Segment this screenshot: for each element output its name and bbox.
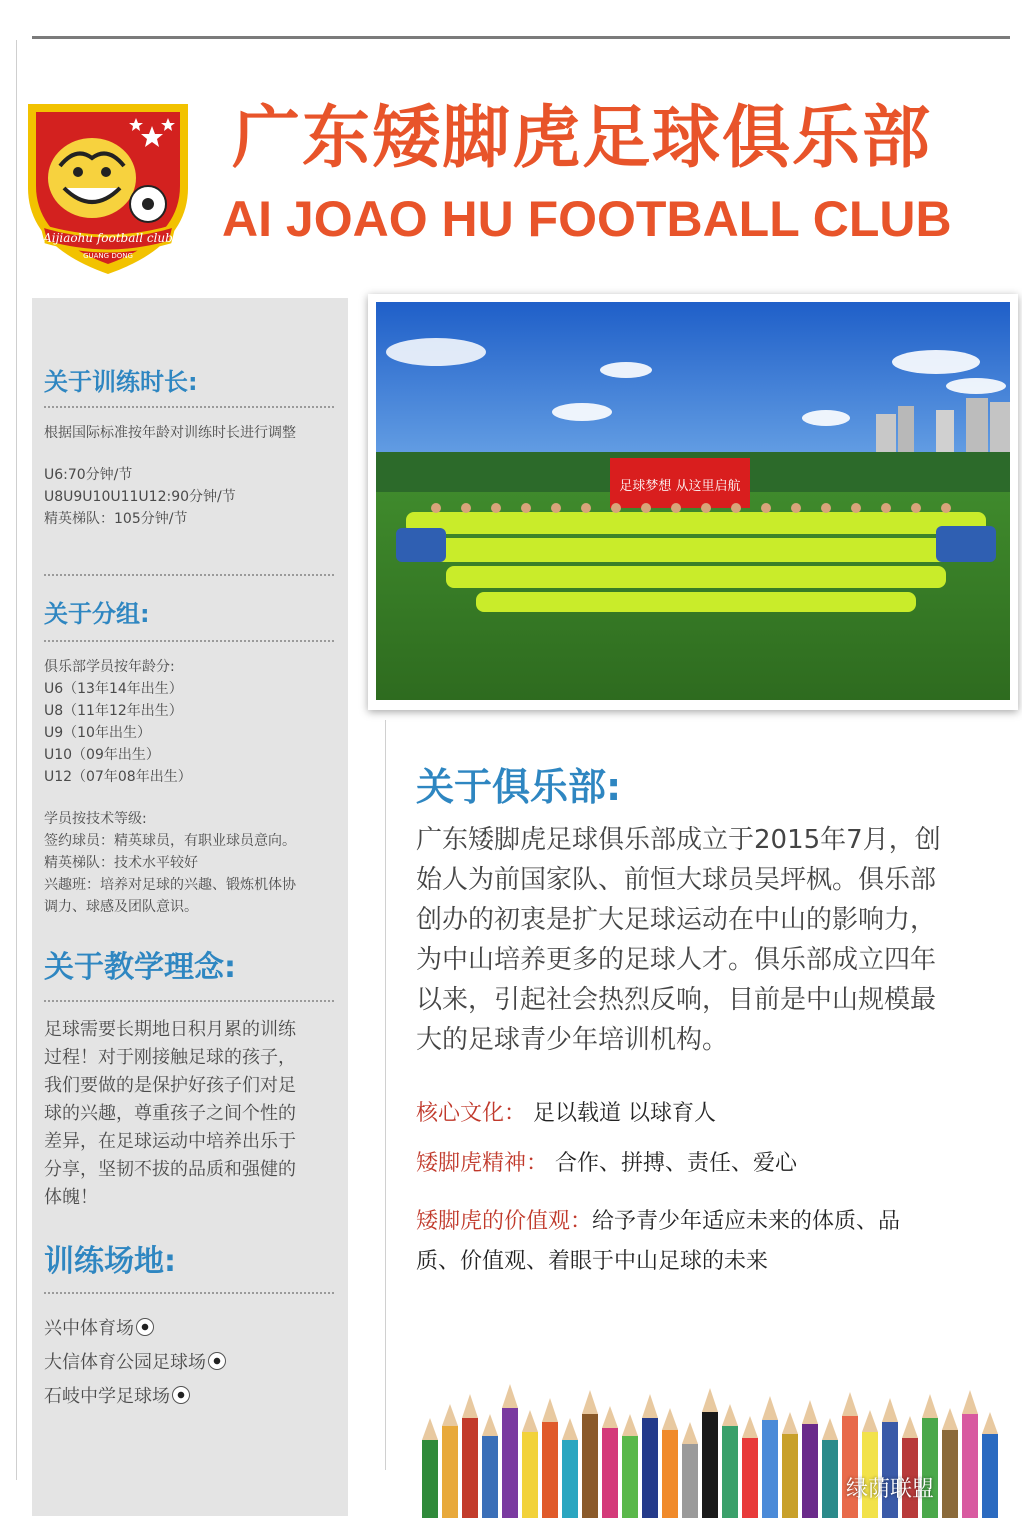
training-duration-heading: 关于训练时长: bbox=[44, 368, 198, 396]
list-item: U8（11年12年出生） bbox=[44, 703, 183, 719]
venue-label: 石岐中学足球场 bbox=[44, 1386, 170, 1407]
list-item: 精英梯队：技术水平较好 bbox=[44, 855, 198, 871]
list-item: 签约球员：精英球员，有职业球员意向。 bbox=[44, 833, 296, 849]
values-label: 矮脚虎的价值观： bbox=[416, 1209, 593, 1234]
venue-item bbox=[44, 1348, 226, 1374]
list-item: U9（10年出生） bbox=[44, 725, 151, 741]
team-photo bbox=[376, 302, 1010, 700]
list-item: 俱乐部学员按年龄分: bbox=[44, 659, 175, 675]
center-divider bbox=[385, 720, 386, 1470]
soccer-ball-icon bbox=[208, 1352, 226, 1370]
about-club-heading: 关于俱乐部: bbox=[416, 765, 622, 809]
grouping-heading: 关于分组: bbox=[44, 600, 150, 628]
venues-heading: 训练场地: bbox=[44, 1244, 176, 1279]
list-item: U6:70分钟/节 bbox=[44, 467, 133, 483]
venue-label: 大信体育公园足球场 bbox=[44, 1352, 206, 1373]
values-value: 给予青少年适应未来的体质、品 bbox=[592, 1209, 901, 1234]
age-groups-list bbox=[44, 656, 344, 788]
text-line: 球的兴趣，尊重孩子之间个性的 bbox=[44, 1103, 296, 1124]
training-duration-intro: 根据国际标准按年龄对训练时长进行调整 bbox=[44, 425, 296, 441]
venue-item bbox=[44, 1314, 154, 1340]
core-culture-row bbox=[416, 1096, 716, 1127]
text-line: 我们要做的是保护好孩子们对足 bbox=[44, 1075, 296, 1096]
logo-text: Aijiaohu football club bbox=[43, 231, 173, 245]
venue-label: 兴中体育场 bbox=[44, 1318, 134, 1339]
values-row bbox=[416, 1202, 900, 1282]
text-line: 广东矮脚虎足球俱乐部成立于2015年7月，创 bbox=[416, 825, 941, 855]
page-title: 广东矮脚虎足球俱乐部 bbox=[232, 99, 933, 178]
sidebar bbox=[32, 298, 348, 1516]
philosophy-text bbox=[44, 1016, 344, 1212]
skill-levels-list bbox=[44, 808, 344, 918]
training-duration-list bbox=[44, 464, 344, 530]
dotted-divider bbox=[44, 1292, 334, 1294]
list-item: 调力、球感及团队意识。 bbox=[44, 899, 198, 915]
spirit-label: 矮脚虎精神： bbox=[416, 1151, 549, 1176]
text-line: 大的足球青少年培训机构。 bbox=[416, 1025, 729, 1055]
text-line: 过程！对于刚接触足球的孩子， bbox=[44, 1047, 296, 1068]
club-logo bbox=[20, 96, 196, 276]
list-item: U6（13年14年出生） bbox=[44, 681, 183, 697]
dotted-divider bbox=[44, 1000, 334, 1002]
text-line: 差异，在足球运动中培养出乐于 bbox=[44, 1131, 296, 1152]
text-line: 始人为前国家队、前恒大球员吴坪枫。俱乐部 bbox=[416, 865, 937, 895]
soccer-ball-icon bbox=[136, 1318, 154, 1336]
list-item: U10（09年出生） bbox=[44, 747, 160, 763]
venue-item bbox=[44, 1382, 190, 1408]
list-item: U12（07年08年出生） bbox=[44, 769, 192, 785]
philosophy-heading: 关于教学理念: bbox=[44, 950, 236, 985]
values-value-continued: 质、价值观、着眼于中山足球的未来 bbox=[416, 1249, 769, 1274]
dotted-divider bbox=[44, 640, 334, 642]
text-line: 体魄！ bbox=[44, 1187, 98, 1208]
text-line: 以来，引起社会热烈反响，目前是中山规模最 bbox=[416, 985, 937, 1015]
spirit-value: 合作、拼搏、责任、爱心 bbox=[555, 1151, 798, 1176]
top-divider bbox=[32, 36, 1010, 39]
list-item: 精英梯队：105分钟/节 bbox=[44, 511, 188, 527]
core-culture-label: 核心文化： bbox=[416, 1101, 527, 1126]
dotted-divider bbox=[44, 574, 334, 576]
watermark: 绿荫联盟 bbox=[846, 1477, 935, 1502]
list-item: 兴趣班：培养对足球的兴趣、锻炼机体协 bbox=[44, 877, 296, 893]
team-photo-frame bbox=[368, 294, 1018, 710]
page-title-english: AI JOAO HU FOOTBALL CLUB bbox=[222, 191, 952, 247]
logo-subtext: GUANG DONG bbox=[83, 252, 133, 260]
banner-text: 足球梦想 从这里启航 bbox=[619, 479, 741, 494]
text-line: 为中山培养更多的足球人才。俱乐部成立四年 bbox=[416, 945, 937, 975]
spirit-row bbox=[416, 1146, 797, 1177]
soccer-ball-icon bbox=[172, 1386, 190, 1404]
text-line: 足球需要长期地日积月累的训练 bbox=[44, 1019, 296, 1040]
core-culture-value: 足以载道 以球育人 bbox=[533, 1101, 717, 1126]
dotted-divider bbox=[44, 406, 334, 408]
about-club-text bbox=[416, 820, 996, 1060]
list-item: U8U9U10U11U12:90分钟/节 bbox=[44, 489, 236, 505]
text-line: 分享，坚韧不拔的品质和强健的 bbox=[44, 1159, 296, 1180]
text-line: 创办的初衷是扩大足球运动在中山的影响力， bbox=[416, 905, 937, 935]
left-divider bbox=[16, 40, 17, 1480]
list-item: 学员按技术等级: bbox=[44, 811, 147, 827]
